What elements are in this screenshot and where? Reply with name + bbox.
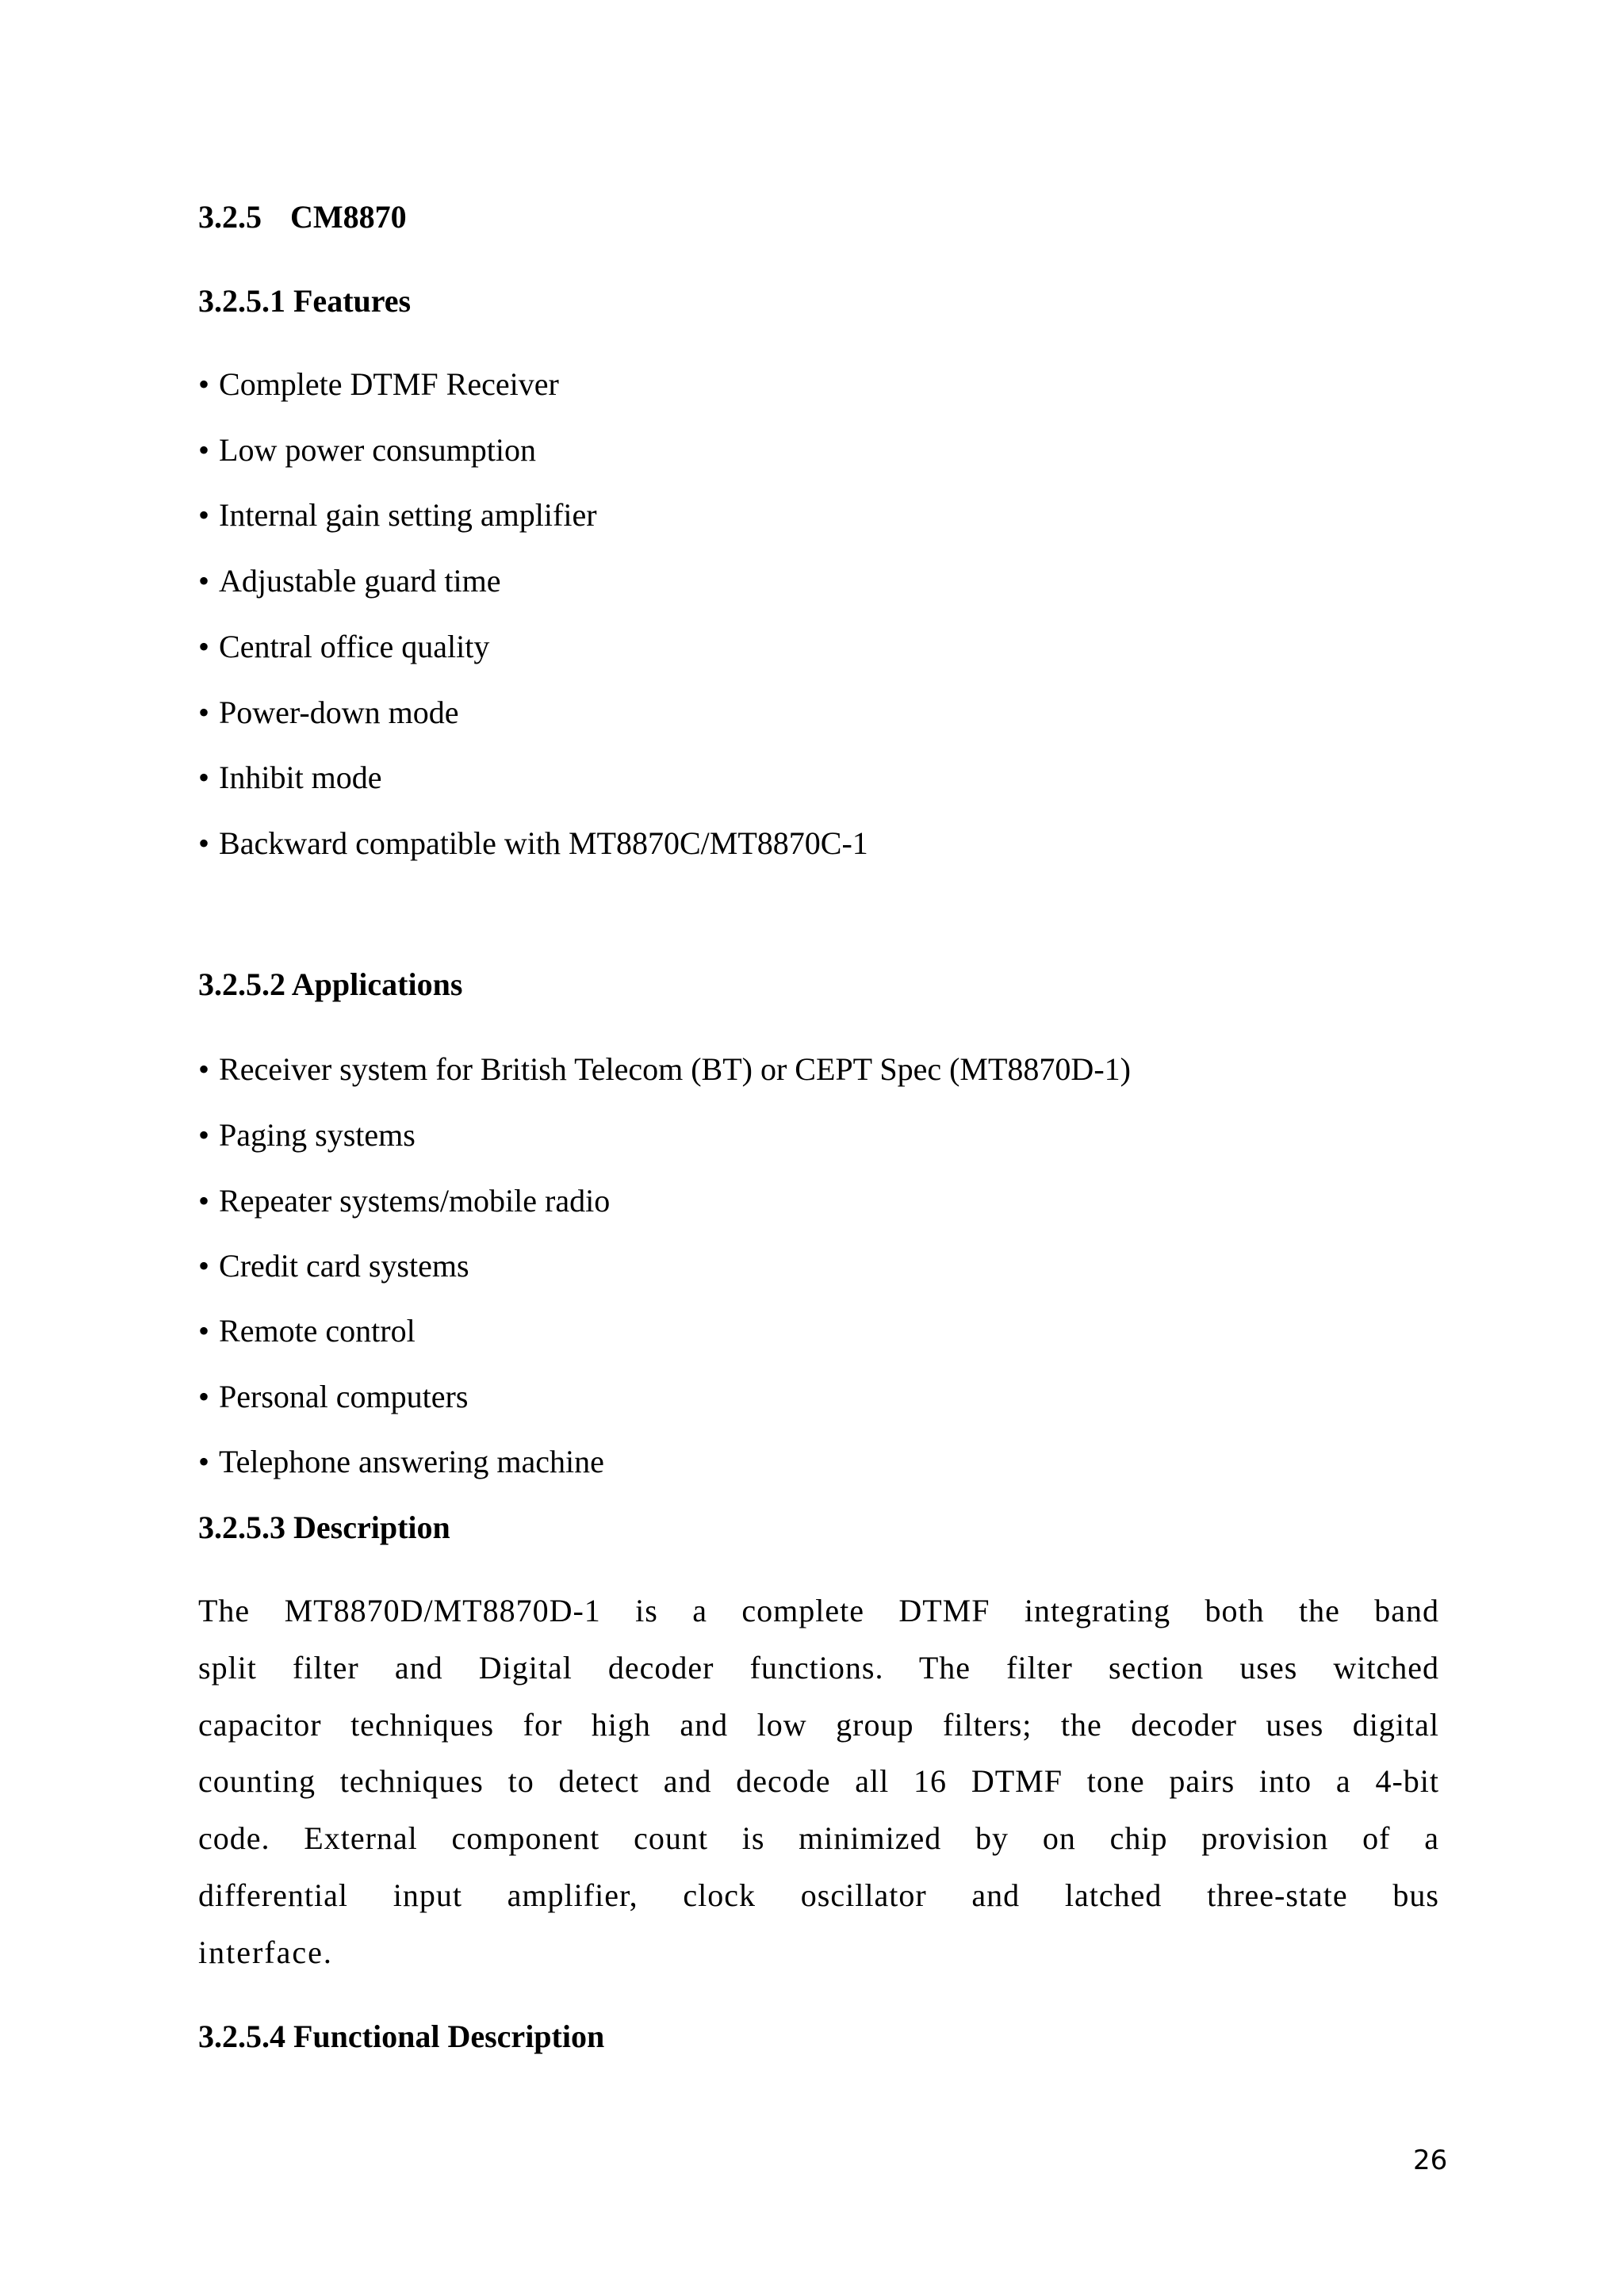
bullet-icon: •: [198, 825, 210, 861]
bullet-icon: •: [198, 760, 210, 795]
functional-description-heading: 3.2.5.4 Functional Description: [198, 2019, 605, 2054]
features-heading: 3.2.5.1 Features: [198, 283, 412, 319]
section-number: 3.2.5: [198, 199, 262, 235]
feature-item: • Low power consumption: [198, 432, 536, 468]
application-item: • Repeater systems/mobile radio: [198, 1183, 611, 1219]
feature-item: • Internal gain setting amplifier: [198, 497, 597, 533]
feature-item: • Central office quality: [198, 629, 490, 664]
description-line: interface.: [198, 1934, 333, 1970]
application-item: • Receiver system for British Telecom (BT) or CEPT Spec (MT8870D-1): [198, 1051, 1131, 1087]
bullet-icon: •: [198, 366, 210, 402]
bullet-icon: •: [198, 1444, 210, 1479]
application-item: • Paging systems: [198, 1117, 416, 1153]
bullet-icon: •: [198, 629, 210, 664]
application-item: • Telephone answering machine: [198, 1444, 604, 1479]
section-title: CM8870: [290, 199, 407, 235]
bullet-icon: •: [198, 563, 210, 599]
application-item: • Credit card systems: [198, 1248, 469, 1284]
bullet-icon: •: [198, 1051, 210, 1087]
description-line: The MT8870D/MT8870D-1 is a complete DTMF integrating both the band: [198, 1593, 1439, 1628]
bullet-icon: •: [198, 497, 210, 533]
bullet-icon: •: [198, 1379, 210, 1414]
page-number: 26: [1413, 2145, 1448, 2176]
feature-item: • Adjustable guard time: [198, 563, 501, 599]
application-item: • Personal computers: [198, 1379, 469, 1414]
description-line: counting techniques to detect and decode all 16 DTMF tone pairs into a 4-bit: [198, 1763, 1439, 1799]
feature-item: • Backward compatible with MT8870C/MT8870C-1: [198, 825, 868, 861]
bullet-icon: •: [198, 1117, 210, 1153]
description-heading: 3.2.5.3 Description: [198, 1510, 450, 1545]
description-line: split filter and Digital decoder functions. The filter section uses witched: [198, 1650, 1439, 1686]
feature-item: • Complete DTMF Receiver: [198, 366, 559, 402]
bullet-icon: •: [198, 695, 210, 730]
bullet-icon: •: [198, 1248, 210, 1284]
description-line: code. External component count is minimized by on chip provision of a: [198, 1820, 1439, 1856]
feature-item: • Inhibit mode: [198, 760, 382, 795]
section-heading: [198, 198, 407, 236]
bullet-icon: •: [198, 432, 210, 468]
bullet-icon: •: [198, 1313, 210, 1349]
description-line: differential input amplifier, clock oscillator and latched three-state bus: [198, 1877, 1439, 1913]
applications-heading: 3.2.5.2 Applications: [198, 966, 463, 1002]
bullet-icon: •: [198, 1183, 210, 1219]
application-item: • Remote control: [198, 1313, 416, 1349]
feature-item: • Power-down mode: [198, 695, 459, 730]
description-line: capacitor techniques for high and low group filters; the decoder uses digital: [198, 1707, 1439, 1743]
